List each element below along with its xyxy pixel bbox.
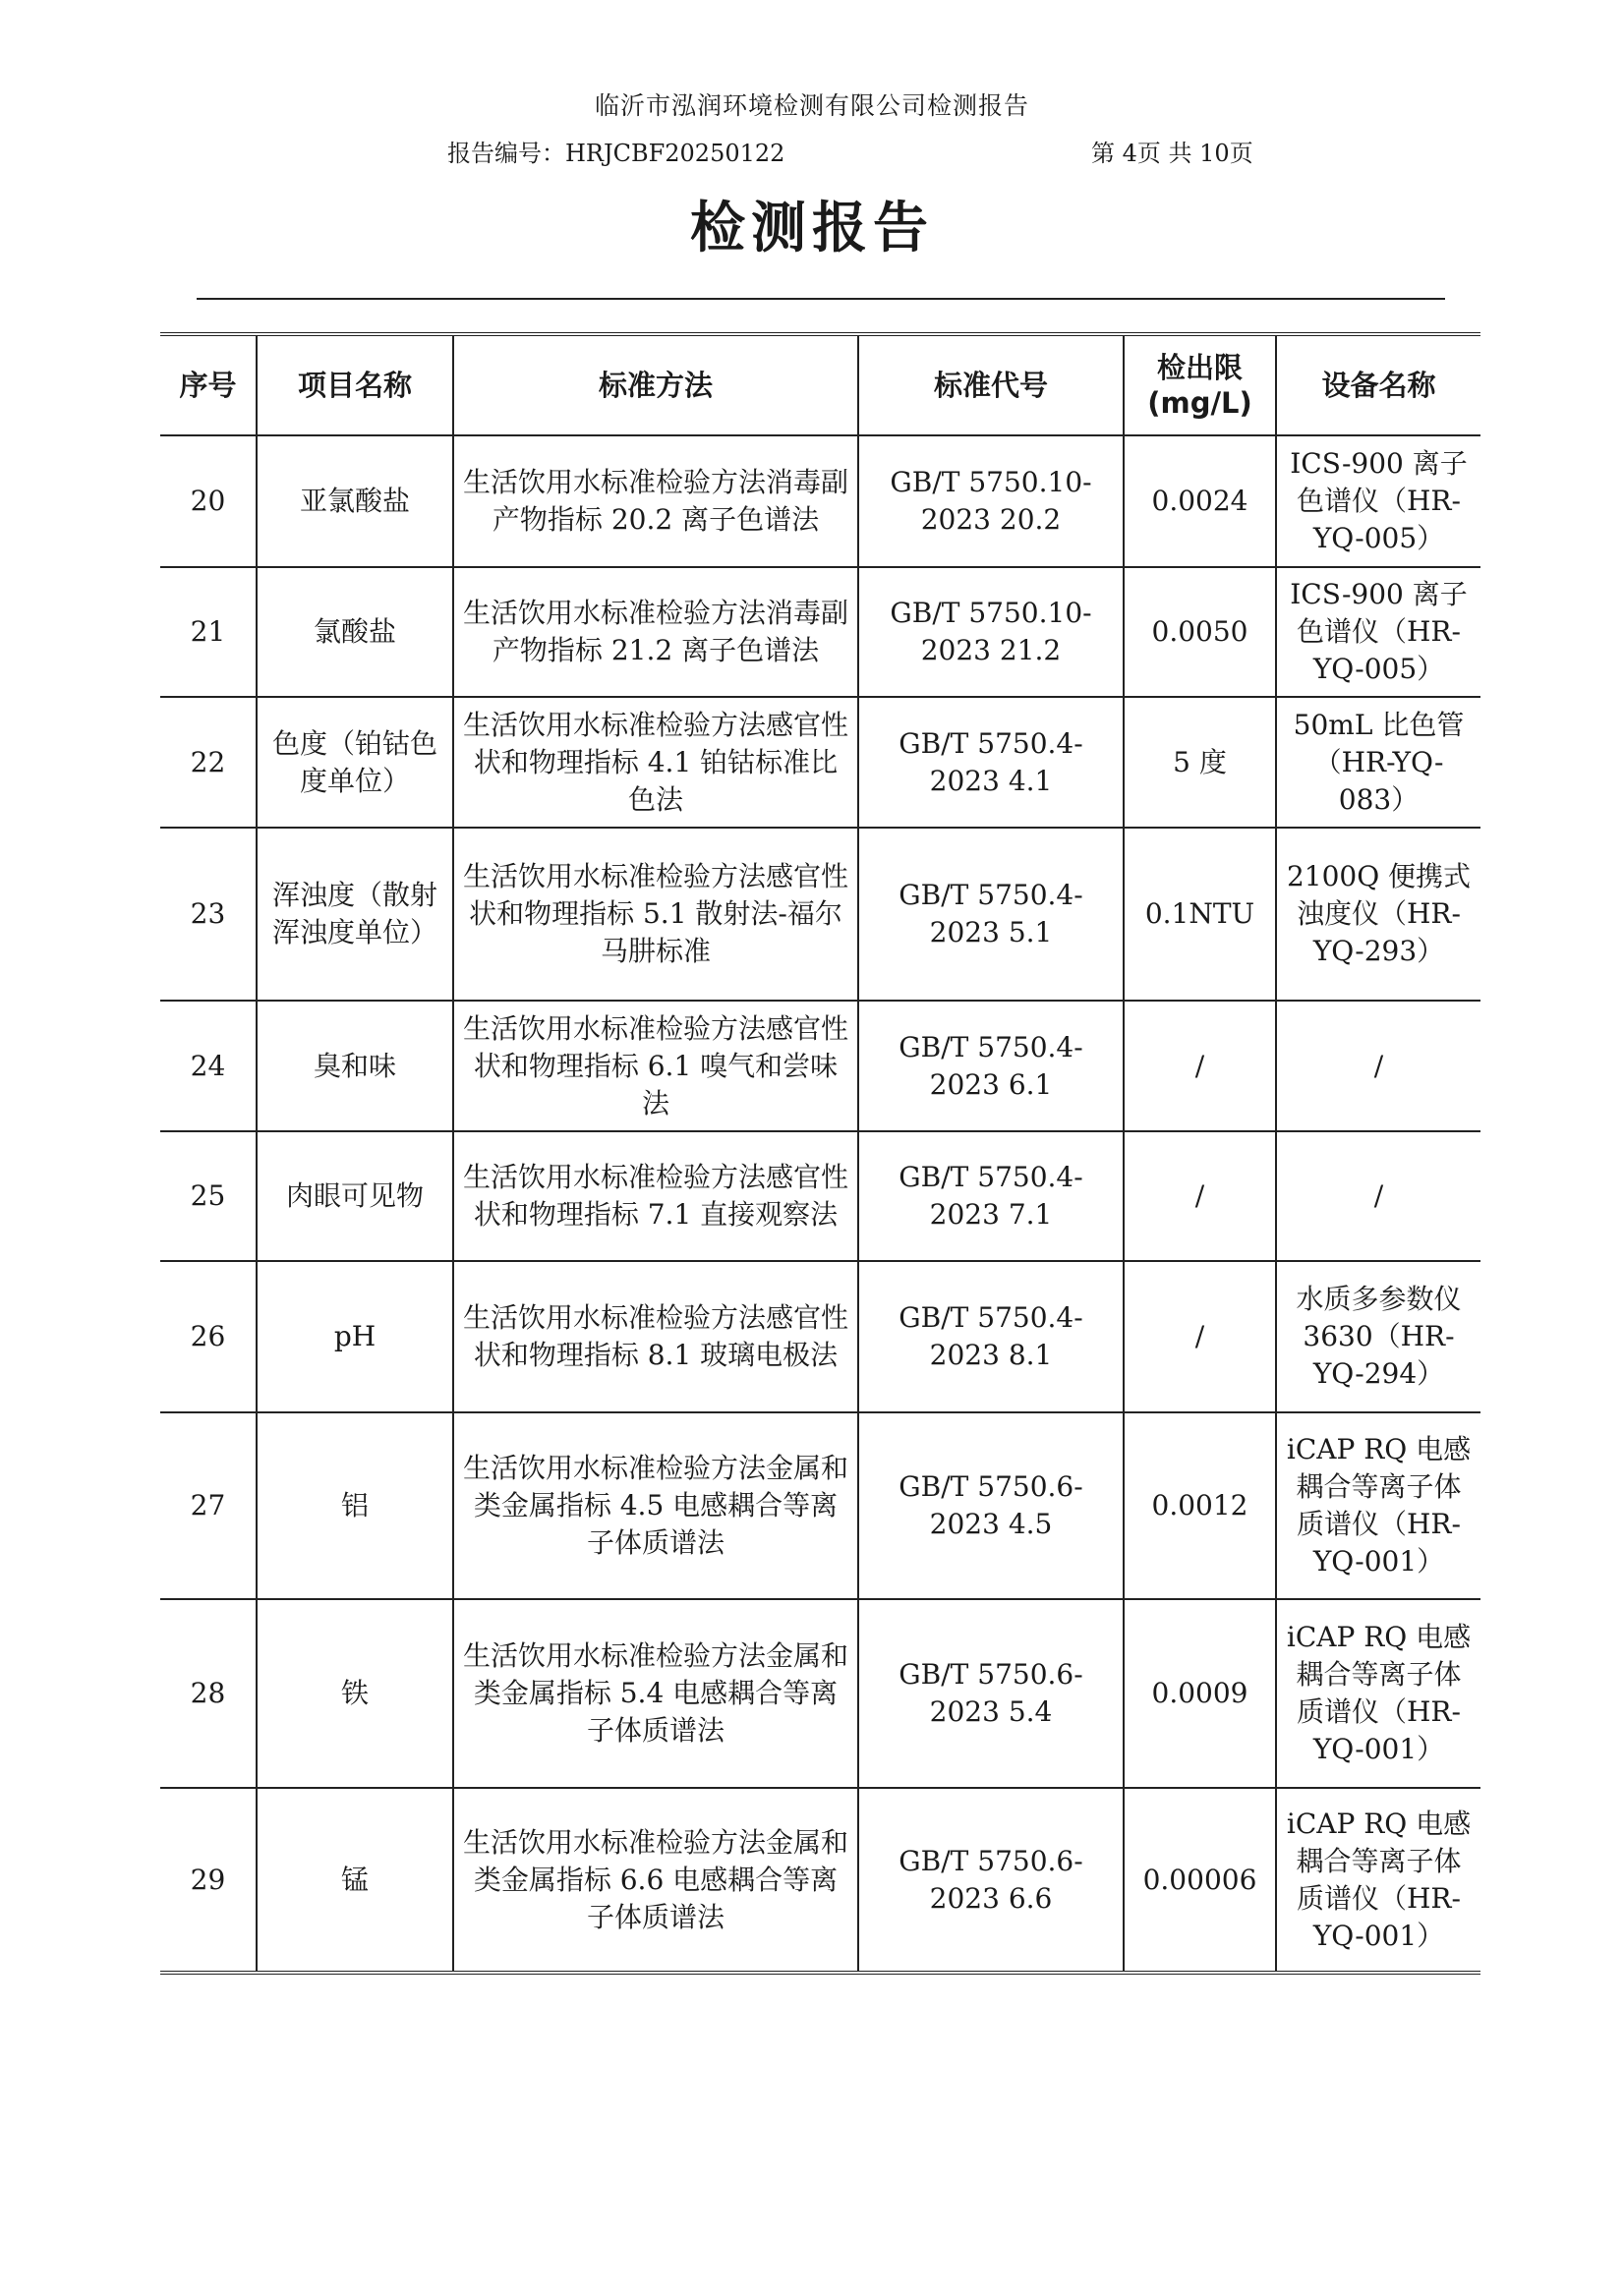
table-row (160, 1788, 1480, 1973)
cell-limit: / (1124, 1131, 1276, 1261)
cell-code: GB/T 5750.4-2023 4.1 (858, 697, 1124, 828)
cell-method: 生活饮用水标准检验方法消毒副产物指标 21.2 离子色谱法 (453, 567, 858, 697)
cell-no: 22 (160, 697, 257, 828)
cell-item: 铝 (257, 1412, 453, 1599)
cell-item: pH (257, 1261, 453, 1412)
table-row (160, 1261, 1480, 1412)
cell-equipment: 2100Q 便携式浊度仪（HR-YQ-293） (1276, 828, 1480, 1001)
cell-equipment: 水质多参数仪 3630（HR-YQ-294） (1276, 1261, 1480, 1412)
col-header-equipment: 设备名称 (1276, 334, 1480, 435)
cell-limit: 0.1NTU (1124, 828, 1276, 1001)
cell-no: 24 (160, 1001, 257, 1131)
cell-limit: 5 度 (1124, 697, 1276, 828)
col-header-item: 项目名称 (257, 334, 453, 435)
cell-limit: / (1124, 1001, 1276, 1131)
cell-method: 生活饮用水标准检验方法金属和类金属指标 6.6 电感耦合等离子体质谱法 (453, 1788, 858, 1973)
cell-code: GB/T 5750.6-2023 4.5 (858, 1412, 1124, 1599)
cell-no: 27 (160, 1412, 257, 1599)
cell-no: 23 (160, 828, 257, 1001)
table-row (160, 1131, 1480, 1261)
cell-item: 氯酸盐 (257, 567, 453, 697)
cell-item: 浑浊度（散射浑浊度单位） (257, 828, 453, 1001)
cell-no: 29 (160, 1788, 257, 1973)
table-row (160, 828, 1480, 1001)
cell-item: 锰 (257, 1788, 453, 1973)
cell-method: 生活饮用水标准检验方法金属和类金属指标 5.4 电感耦合等离子体质谱法 (453, 1599, 858, 1788)
cell-limit: 0.0009 (1124, 1599, 1276, 1788)
test-methods-table (160, 332, 1480, 1975)
report-number: 报告编号：HRJCBF20250122 (447, 140, 785, 167)
cell-no: 28 (160, 1599, 257, 1788)
cell-item: 亚氯酸盐 (257, 435, 453, 567)
cell-method: 生活饮用水标准检验方法感官性状和物理指标 8.1 玻璃电极法 (453, 1261, 858, 1412)
cell-code: GB/T 5750.4-2023 6.1 (858, 1001, 1124, 1131)
cell-equipment: ICS-900 离子色谱仪（HR-YQ-005） (1276, 435, 1480, 567)
header-divider (197, 298, 1445, 300)
cell-equipment: iCAP RQ 电感耦合等离子体质谱仪（HR-YQ-001） (1276, 1412, 1480, 1599)
cell-method: 生活饮用水标准检验方法感官性状和物理指标 4.1 铂钴标准比色法 (453, 697, 858, 828)
cell-code: GB/T 5750.10-2023 20.2 (858, 435, 1124, 567)
cell-method: 生活饮用水标准检验方法消毒副产物指标 20.2 离子色谱法 (453, 435, 858, 567)
col-header-code: 标准代号 (858, 334, 1124, 435)
cell-equipment: / (1276, 1001, 1480, 1131)
cell-method: 生活饮用水标准检验方法感官性状和物理指标 7.1 直接观察法 (453, 1131, 858, 1261)
cell-no: 25 (160, 1131, 257, 1261)
cell-method: 生活饮用水标准检验方法感官性状和物理指标 6.1 嗅气和尝味法 (453, 1001, 858, 1131)
cell-limit: 0.0050 (1124, 567, 1276, 697)
table-row (160, 1599, 1480, 1788)
cell-item: 铁 (257, 1599, 453, 1788)
page-info: 第 4页 共 10页 (1091, 140, 1253, 167)
cell-limit: / (1124, 1261, 1276, 1412)
page-title: 检测报告 (690, 197, 934, 260)
cell-equipment: ICS-900 离子色谱仪（HR-YQ-005） (1276, 567, 1480, 697)
cell-equipment: 50mL 比色管（HR-YQ-083） (1276, 697, 1480, 828)
table-row (160, 1001, 1480, 1131)
cell-no: 20 (160, 435, 257, 567)
table-row (160, 697, 1480, 828)
cell-code: GB/T 5750.4-2023 8.1 (858, 1261, 1124, 1412)
cell-method: 生活饮用水标准检验方法感官性状和物理指标 5.1 散射法-福尔马肼标准 (453, 828, 858, 1001)
cell-code: GB/T 5750.6-2023 5.4 (858, 1599, 1124, 1788)
cell-equipment: iCAP RQ 电感耦合等离子体质谱仪（HR-YQ-001） (1276, 1788, 1480, 1973)
cell-no: 26 (160, 1261, 257, 1412)
table-header-row (160, 334, 1480, 435)
table-row (160, 1412, 1480, 1599)
table-row (160, 567, 1480, 697)
col-header-limit: 检出限 (mg/L) (1124, 334, 1276, 435)
cell-equipment: iCAP RQ 电感耦合等离子体质谱仪（HR-YQ-001） (1276, 1599, 1480, 1788)
cell-limit: 0.00006 (1124, 1788, 1276, 1973)
cell-code: GB/T 5750.6-2023 6.6 (858, 1788, 1124, 1973)
cell-item: 色度（铂钴色度单位） (257, 697, 453, 828)
cell-item: 臭和味 (257, 1001, 453, 1131)
cell-code: GB/T 5750.10-2023 21.2 (858, 567, 1124, 697)
col-header-no: 序号 (160, 334, 257, 435)
cell-item: 肉眼可见物 (257, 1131, 453, 1261)
cell-code: GB/T 5750.4-2023 5.1 (858, 828, 1124, 1001)
company-header: 临沂市泓润环境检测有限公司检测报告 (594, 91, 1029, 120)
cell-no: 21 (160, 567, 257, 697)
cell-code: GB/T 5750.4-2023 7.1 (858, 1131, 1124, 1261)
table-row (160, 435, 1480, 567)
cell-limit: 0.0012 (1124, 1412, 1276, 1599)
col-header-method: 标准方法 (453, 334, 858, 435)
cell-equipment: / (1276, 1131, 1480, 1261)
cell-method: 生活饮用水标准检验方法金属和类金属指标 4.5 电感耦合等离子体质谱法 (453, 1412, 858, 1599)
cell-limit: 0.0024 (1124, 435, 1276, 567)
